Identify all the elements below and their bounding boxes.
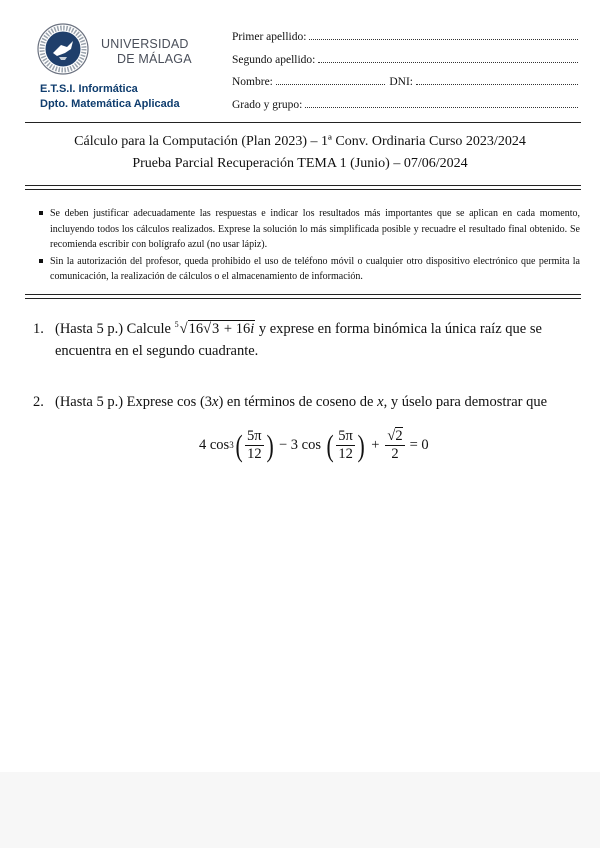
question-number: 2. [33, 394, 44, 410]
first-surname-blank[interactable] [309, 30, 578, 40]
name-blank[interactable] [276, 75, 385, 85]
dni-label: DNI: [389, 76, 413, 88]
divider [25, 294, 581, 295]
divider [25, 122, 581, 123]
instructions-list [37, 206, 580, 286]
name-dni-field[interactable] [232, 75, 578, 98]
university-name-line2: DE MÁLAGA [117, 52, 192, 66]
second-surname-label: Segundo apellido: [232, 53, 316, 66]
divider [25, 185, 581, 186]
university-seal-logo [37, 23, 89, 75]
school-name: E.T.S.I. Informática [40, 83, 138, 95]
divider [25, 189, 581, 190]
second-surname-field[interactable] [232, 53, 578, 76]
university-name [101, 37, 192, 67]
dni-blank[interactable] [416, 75, 578, 85]
name-label: Nombre: [232, 76, 273, 88]
instruction-item: Sin la autorización del profesor, queda prohibido el uso de teléfono móvil o cualquier otro dispositivo electrónico que permita la comunicación, la realización de cálculos o el almacenamiento de información. [37, 254, 580, 285]
question-number: 1. [33, 321, 44, 337]
school-department [40, 82, 180, 112]
question-2: 2. (Hasta 5 p.) Exprese cos (3x) en términos de coseno de x, y úselo para demostrar que [33, 392, 580, 414]
exam-title-line2: Prueba Parcial Recuperación TEMA 1 (Junio) – 07/06/2024 [132, 156, 468, 171]
student-fields [232, 30, 578, 120]
question-1: 1. (Hasta 5 p.) Calcule 5 √16√3 + 16i y exprese en forma binómica la única raíz que se encuentra en el segundo cuadrante. [33, 320, 542, 359]
fifth-root-expression: 5 √16√3 + 16i [174, 320, 255, 337]
instruction-item: Se deben justificar adecuadamente las respuestas e indicar los resultados más importantes que se aplican en cada momento, incluyendo todos los cálculos realizados. Exprese la solución lo más simplificada posible y recuadre el resultado final obtenido. Se recomienda escribir con bolígrafo azul (no usar lápiz). [37, 206, 580, 253]
group-blank[interactable] [305, 98, 578, 108]
page-bottom-area [0, 772, 600, 848]
first-surname-field[interactable] [232, 30, 578, 53]
fraction: $\frac{5\pi}{12}$ [338, 427, 353, 462]
trig-identity-formula: 4 cos 3 ( $\frac{5\pi}{12}$ ) − 3 cos ( $\frac{5\pi}{12}$ ) + $\frac{√2}{2}$ = 0 [199, 427, 429, 463]
group-field[interactable] [232, 98, 578, 121]
university-name-line1: UNIVERSIDAD [101, 37, 189, 51]
bullet-icon [39, 259, 43, 263]
divider [25, 298, 581, 299]
second-surname-blank[interactable] [318, 53, 578, 63]
fraction: $\frac{√2}{2}$ [387, 427, 403, 462]
department-name: Dpto. Matemática Aplicada [40, 98, 180, 110]
fraction: $\frac{5\pi}{12}$ [247, 427, 262, 462]
first-surname-label: Primer apellido: [232, 31, 307, 43]
group-label: Grado y grupo: [232, 98, 303, 111]
exam-title-line1: Cálculo para la Computación (Plan 2023) – 1ª Conv. Ordinaria Curso 2023/2024 [74, 134, 526, 149]
bullet-icon [39, 211, 43, 215]
